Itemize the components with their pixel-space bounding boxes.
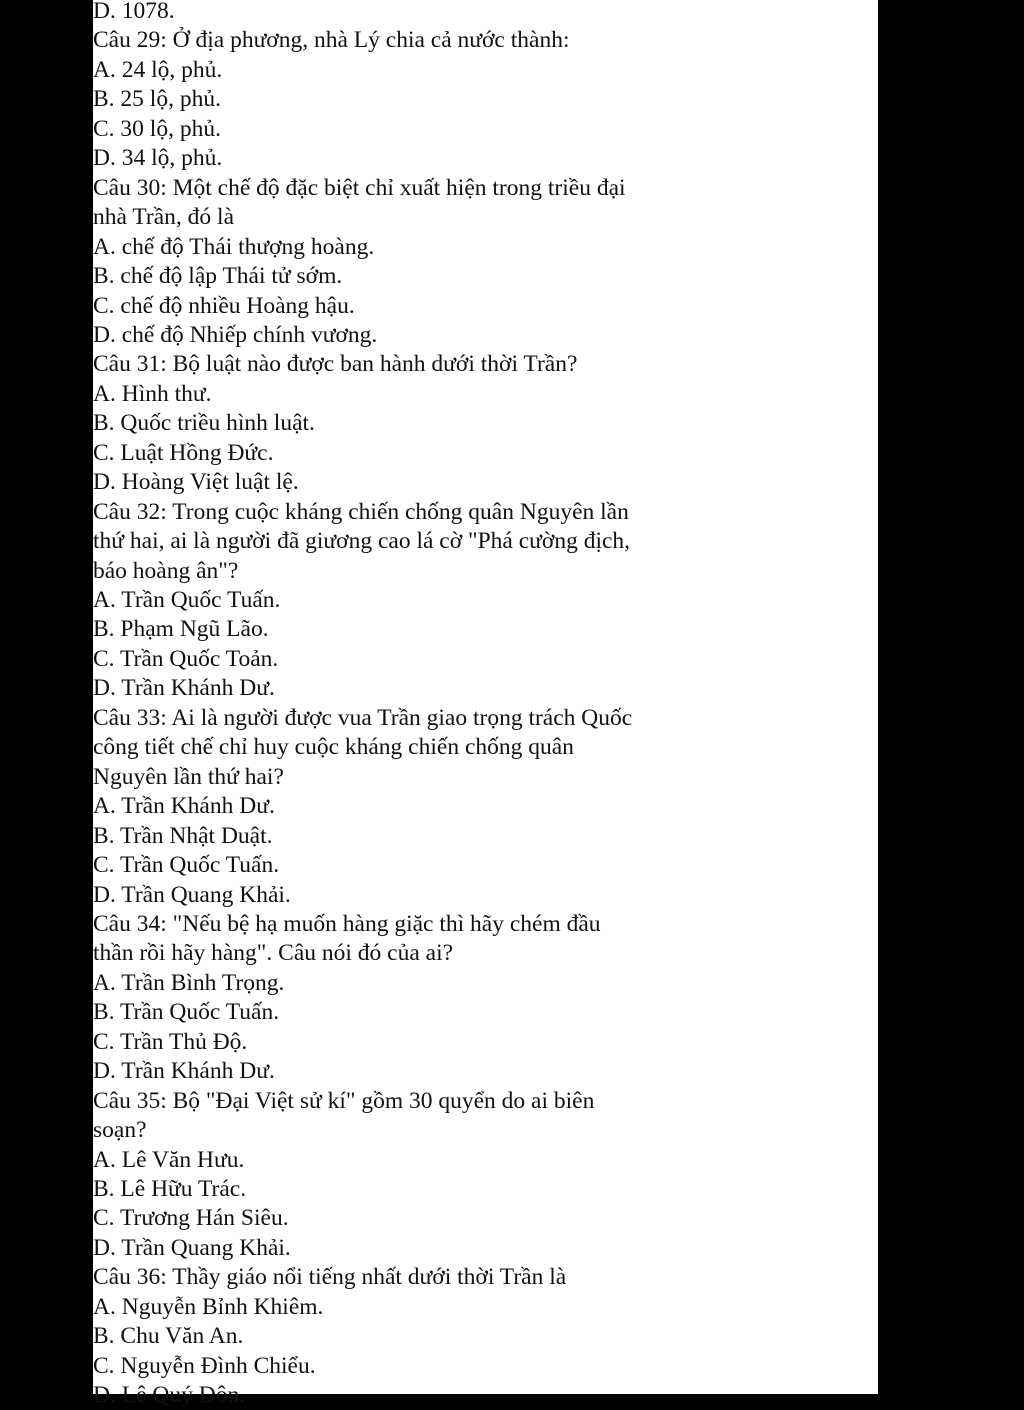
text-line: C. Nguyễn Đình Chiểu.	[93, 1352, 316, 1379]
text-line: D. 1078.	[93, 0, 175, 24]
text-line: soạn?	[93, 1117, 147, 1144]
text-line: Câu 34: "Nếu bệ hạ muốn hàng giặc thì hãy chém đầu	[93, 910, 601, 937]
text-line: báo hoàng ân"?	[93, 557, 239, 584]
text-line: A. chế độ Thái thượng hoàng.	[93, 233, 375, 260]
text-line: C. chế độ nhiều Hoàng hậu.	[93, 292, 355, 319]
text-line: D. Hoàng Việt luật lệ.	[93, 469, 299, 496]
text-line: C. Trương Hán Siêu.	[93, 1205, 289, 1232]
text-line: C. Luật Hồng Đức.	[93, 439, 274, 466]
text-line: B. Trần Nhật Duật.	[93, 822, 273, 849]
text-line: A. Nguyễn Bỉnh Khiêm.	[93, 1293, 324, 1320]
text-line: B. Chu Văn An.	[93, 1323, 244, 1350]
text-line: D. chế độ Nhiếp chính vương.	[93, 321, 378, 348]
text-line: A. Trần Bình Trọng.	[93, 969, 285, 996]
text-line: Câu 36: Thầy giáo nổi tiếng nhất dưới thời Trần là	[93, 1264, 567, 1291]
text-line: nhà Trần, đó là	[93, 204, 234, 231]
text-line: A. Trần Quốc Tuấn.	[93, 587, 281, 613]
text-line: Câu 32: Trong cuộc kháng chiến chống quân Nguyên lần	[93, 498, 629, 525]
text-line: A. 24 lộ, phủ.	[93, 56, 223, 83]
text-line: D. Trần Khánh Dư.	[93, 675, 275, 702]
text-line: C. Trần Thủ Độ.	[93, 1028, 248, 1055]
text-line: D. Trần Quang Khải.	[93, 1234, 291, 1261]
text-line: B. chế độ lập Thái tử sớm.	[93, 263, 343, 290]
text-line: A. Trần Khánh Dư.	[93, 793, 275, 820]
text-line: D. 34 lộ, phủ.	[93, 145, 223, 172]
text-line: B. Phạm Ngũ Lão.	[93, 616, 269, 643]
text-line: C. Trần Quốc Tuấn.	[93, 852, 280, 879]
text-line: thần rồi hãy hàng". Câu nói đó của ai?	[93, 940, 454, 967]
text-line: A. Hình thư.	[93, 380, 212, 407]
text-line: D. Trần Khánh Dư.	[93, 1058, 275, 1085]
cut-off-text-line: D. Lê Quý Đôn.	[93, 1382, 246, 1408]
text-line: Câu 29: Ở địa phương, nhà Lý chia cả nước thành:	[93, 27, 570, 54]
text-line: A. Lê Văn Hưu.	[93, 1146, 245, 1173]
text-line: B. Lê Hữu Trác.	[93, 1176, 247, 1202]
text-line: Câu 35: Bộ "Đại Việt sử kí" gồm 30 quyển do ai biên	[93, 1087, 595, 1114]
text-line: D. Trần Quang Khải.	[93, 881, 291, 908]
text-line: Câu 30: Một chế độ đặc biệt chỉ xuất hiện trong triều đại	[93, 174, 626, 201]
text-line: C. Trần Quốc Toản.	[93, 645, 279, 672]
text-line: Câu 31: Bộ luật nào được ban hành dưới thời Trần?	[93, 351, 578, 378]
text-line: C. 30 lộ, phủ.	[93, 115, 221, 142]
text-line: thứ hai, ai là người đã giương cao lá cờ "Phá cường địch,	[93, 528, 631, 555]
text-line: Nguyên lần thứ hai?	[93, 763, 284, 790]
text-line: B. 25 lộ, phủ.	[93, 86, 221, 113]
text-line: B. Trần Quốc Tuấn.	[93, 999, 280, 1026]
text-line: Câu 33: Ai là người được vua Trần giao trọng trách Quốc	[93, 704, 633, 731]
text-line: B. Quốc triều hình luật.	[93, 410, 315, 437]
text-line: công tiết chế chỉ huy cuộc kháng chiến chống quân	[93, 734, 574, 761]
